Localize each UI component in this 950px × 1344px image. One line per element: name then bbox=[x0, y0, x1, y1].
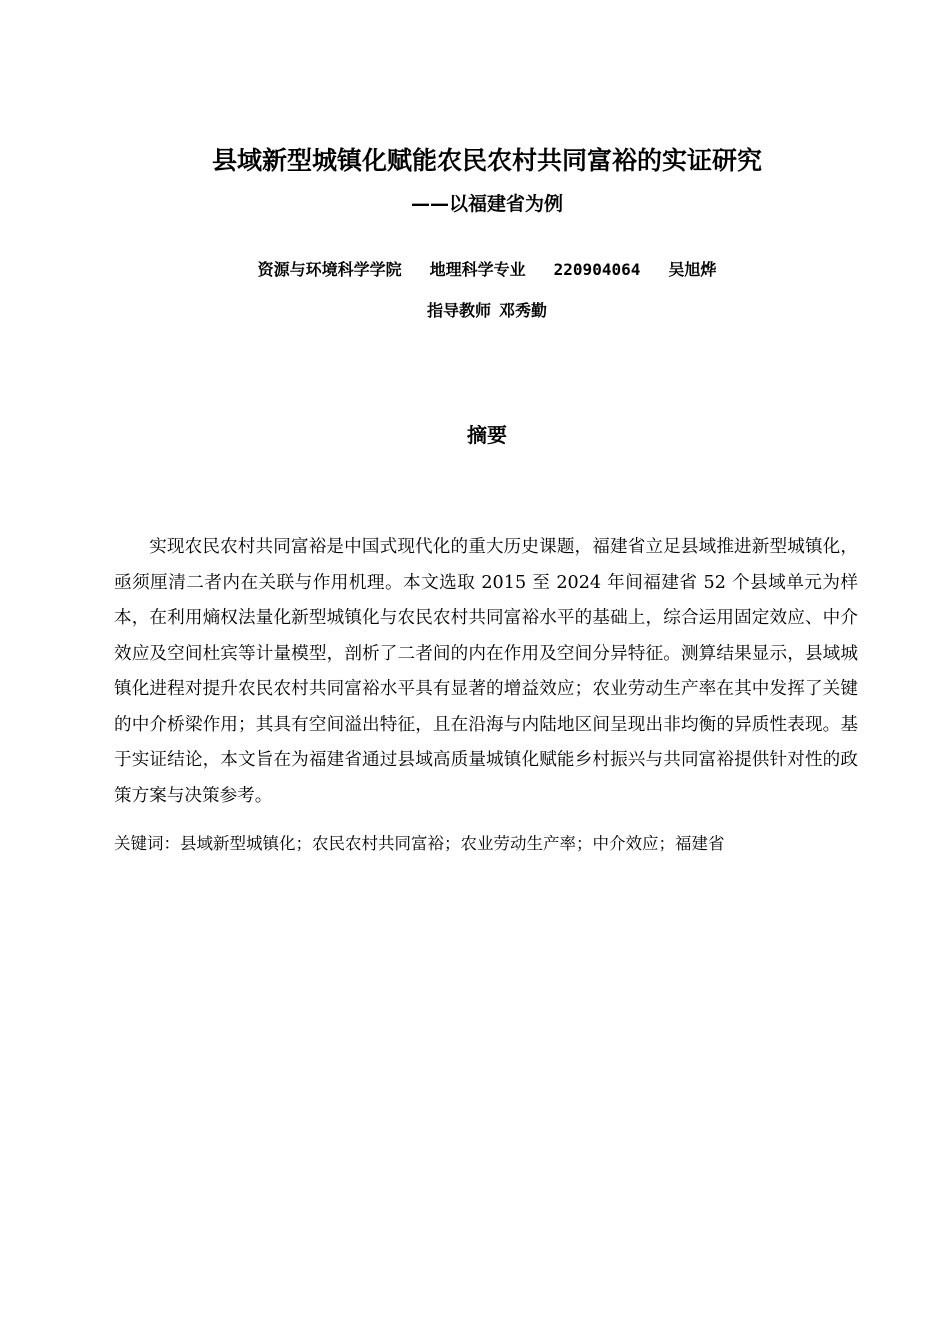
advisor-info bbox=[0, 298, 950, 324]
author-info bbox=[0, 257, 950, 283]
advisor-name: 邓秀勤 bbox=[499, 301, 548, 320]
abstract-body: 实现农民农村共同富裕是中国式现代化的重大历史课题，福建省立足县域推进新型城镇化，亟须厘清二者内在关联与作用机理。本文选取 2015 至 2024 年间福建省 52 个县域单元为样本，在利用熵权法量化新型城镇化与农民农村共同富裕水平的基础上，综合运用固定效应、中介效应及空间杜宾等计量模型，剖析了二者间的内在作用及空间分异特征。测算结果显示，县域城镇化进程对提升农民农村共同富裕水平具有显著的增益效应；农业劳动生产率在其中发挥了关键的中介桥梁作用；其具有空间溢出特征，且在沿海与内陆地区间呈现出非均衡的异质性表现。基于实证结论，本文旨在为福建省通过县域高质量城镇化赋能乡村振兴与共同富裕提供针对性的政策方案与决策参考。 bbox=[114, 537, 858, 806]
author-major: 地理科学专业 bbox=[429, 260, 526, 279]
keywords-line: 关键词：县域新型城镇化；农民农村共同富裕；农业劳动生产率；中介效应；福建省 bbox=[114, 834, 725, 853]
advisor-label: 指导教师 bbox=[426, 301, 491, 320]
paper-title: 县域新型城镇化赋能农民农村共同富裕的实证研究 bbox=[211, 146, 762, 175]
paper-subtitle: ——以福建省为例 bbox=[410, 193, 563, 215]
author-name: 吴旭烨 bbox=[668, 260, 717, 279]
author-college: 资源与环境科学学院 bbox=[257, 260, 402, 279]
abstract-heading: 摘要 bbox=[467, 423, 507, 447]
author-student-id: 220904064 bbox=[553, 260, 641, 279]
